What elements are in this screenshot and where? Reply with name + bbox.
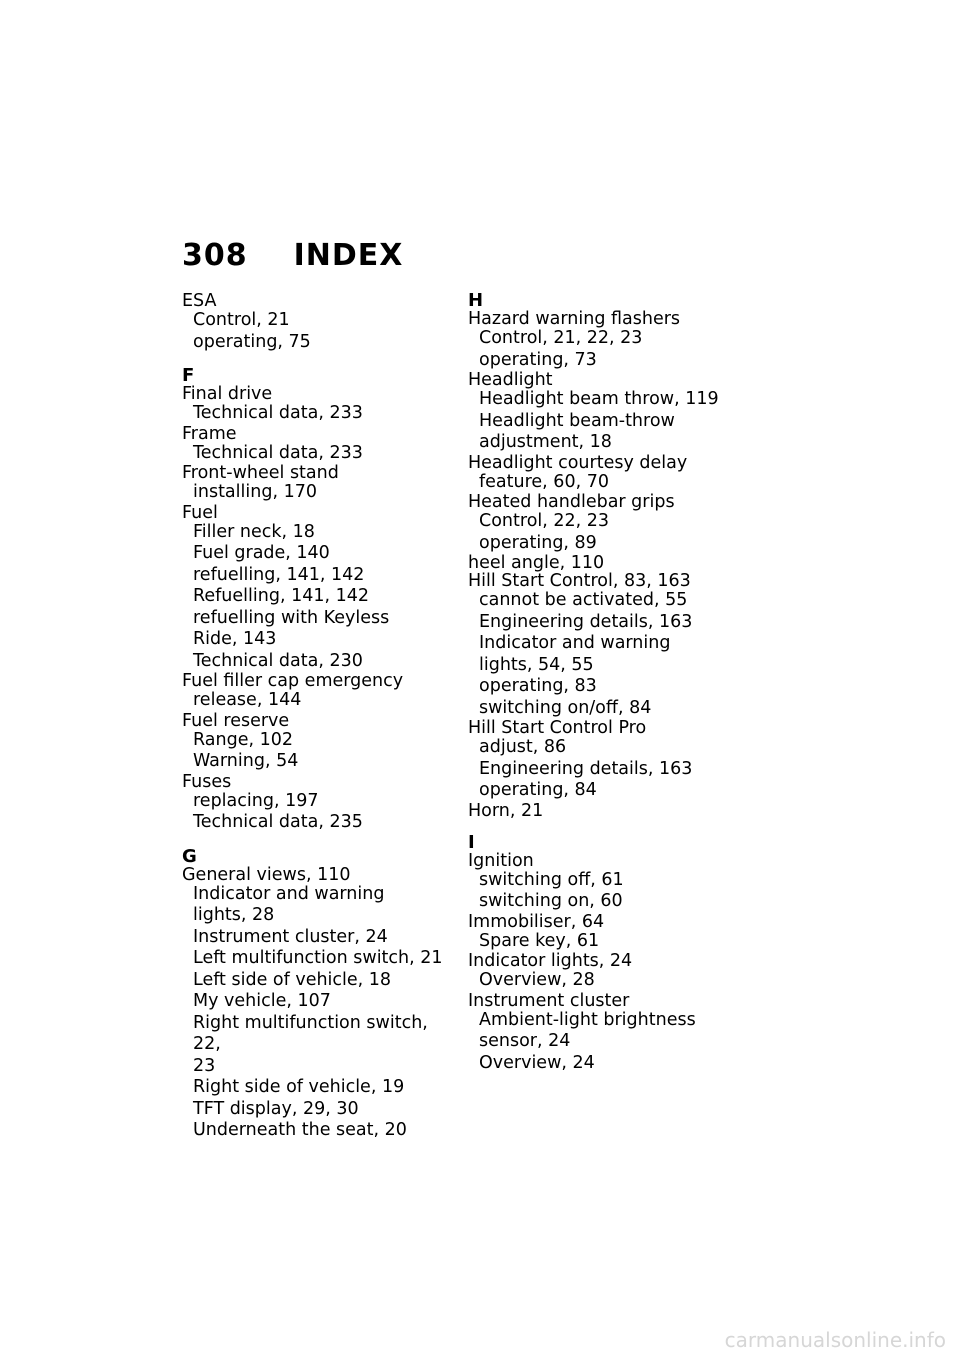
index-subentry: Left side of vehicle, 18	[193, 969, 392, 990]
index-subentry: Right side of vehicle, 19	[193, 1077, 405, 1097]
index-subentry: Indicator and warning	[193, 883, 385, 904]
index-entry: General views, 110	[182, 864, 351, 885]
index-subentry: operating, 84	[479, 780, 597, 800]
index-letter-heading: I	[468, 831, 475, 853]
index-subentry: Overview, 28	[479, 970, 595, 990]
index-subentry: Indicator and warning	[479, 633, 671, 653]
index-subentry: Technical data, 230	[193, 650, 363, 671]
index-subentry: Range, 102	[193, 729, 293, 750]
index-letter-heading: G	[182, 845, 197, 867]
index-subentry: sensor, 24	[479, 1031, 571, 1051]
index-column-left	[182, 292, 452, 1142]
index-entry: Fuel reserve	[182, 710, 290, 731]
index-entry: Front-wheel stand	[182, 463, 339, 483]
index-subentry: Warning, 54	[193, 751, 299, 771]
page-title: INDEX	[293, 238, 404, 273]
index-subentry: Headlight beam throw, 119	[479, 389, 719, 409]
index-subentry: switching on/off, 84	[479, 697, 652, 718]
index-subentry: lights, 28	[193, 905, 275, 925]
watermark: carmanualsonline.info	[724, 1328, 946, 1352]
index-subentry: installing, 170	[193, 482, 317, 502]
index-subentry: operating, 83	[479, 676, 597, 696]
index-subentry: Spare key, 61	[479, 930, 600, 951]
index-entry: Frame	[182, 423, 237, 444]
index-subentry: Filler neck, 18	[193, 521, 315, 542]
index-entry: Headlight	[468, 370, 553, 390]
index-subentry: 23	[193, 1055, 216, 1076]
index-subentry: Technical data, 235	[193, 812, 363, 832]
index-entry: Final drive	[182, 384, 273, 404]
index-entry: Hill Start Control Pro	[468, 718, 647, 738]
index-entry: Headlight courtesy delay	[468, 452, 688, 473]
index-entry: Ignition	[468, 850, 534, 871]
index-letter-heading: H	[468, 290, 484, 311]
index-entry: ESA	[182, 291, 217, 311]
index-subentry: Overview, 24	[479, 1052, 595, 1073]
index-subentry: lights, 54, 55	[479, 654, 594, 675]
index-subentry: Engineering details, 163	[479, 611, 693, 632]
index-subentry: Engineering details, 163	[479, 758, 693, 779]
index-subentry: switching off, 61	[479, 869, 624, 890]
index-letter-heading: F	[182, 365, 195, 386]
index-entry: Immobiliser, 64	[468, 911, 605, 932]
index-subentry: operating, 73	[479, 349, 597, 370]
index-subentry: My vehicle, 107	[193, 991, 331, 1011]
index-entry: Fuses	[182, 771, 232, 792]
index-entry: Indicator lights, 24	[468, 951, 633, 971]
page-header	[182, 238, 403, 278]
index-subentry: Technical data, 233	[193, 403, 363, 423]
index-subentry: Ambient-light brightness	[479, 1009, 696, 1030]
index-subentry: Fuel grade, 140	[193, 543, 330, 563]
index-entry: heel angle, 110	[468, 553, 605, 573]
index-subentry: Underneath the seat, 20	[193, 1120, 407, 1140]
index-subentry: refuelling with Keyless	[193, 607, 390, 628]
index-subentry: adjustment, 18	[479, 432, 612, 452]
index-subentry: replacing, 197	[193, 790, 319, 811]
index-subentry: Refuelling, 141, 142	[193, 586, 369, 606]
index-entry: Horn, 21	[468, 800, 544, 821]
page-number: 308	[182, 238, 248, 273]
index-subentry: Ride, 143	[193, 629, 277, 649]
index-subentry: Control, 22, 23	[479, 511, 610, 531]
index-entry: Hill Start Control, 83, 163	[468, 571, 691, 591]
index-subentry: feature, 60, 70	[479, 471, 609, 492]
index-subentry: refuelling, 141, 142	[193, 564, 365, 585]
index-subentry: TFT display, 29, 30	[193, 1098, 359, 1119]
index-subentry: adjust, 86	[479, 737, 567, 757]
index-subentry: Technical data, 233	[193, 442, 363, 463]
index-entry: Heated handlebar grips	[468, 492, 675, 512]
index-entry: Instrument cluster	[468, 990, 630, 1011]
index-column-right	[468, 292, 758, 1074]
index-subentry: Instrument cluster, 24	[193, 926, 388, 947]
index-subentry: release, 144	[193, 690, 302, 710]
index-subentry: Left multifunction switch, 21	[193, 948, 443, 968]
index-subentry: Control, 21, 22, 23	[479, 328, 643, 348]
index-subentry: Control, 21	[193, 310, 290, 330]
index-subentry: Headlight beam-throw	[479, 410, 675, 431]
index-subentry: Right multifunction switch, 22,	[193, 1012, 428, 1054]
index-subentry: switching on, 60	[479, 891, 623, 911]
index-entry: Hazard warning flashers	[468, 309, 681, 329]
index-subentry: operating, 89	[479, 532, 597, 553]
index-subentry: operating, 75	[193, 331, 311, 352]
index-entry: Fuel filler cap emergency	[182, 671, 404, 691]
index-subentry: cannot be activated, 55	[479, 590, 688, 610]
index-entry: Fuel	[182, 502, 218, 523]
